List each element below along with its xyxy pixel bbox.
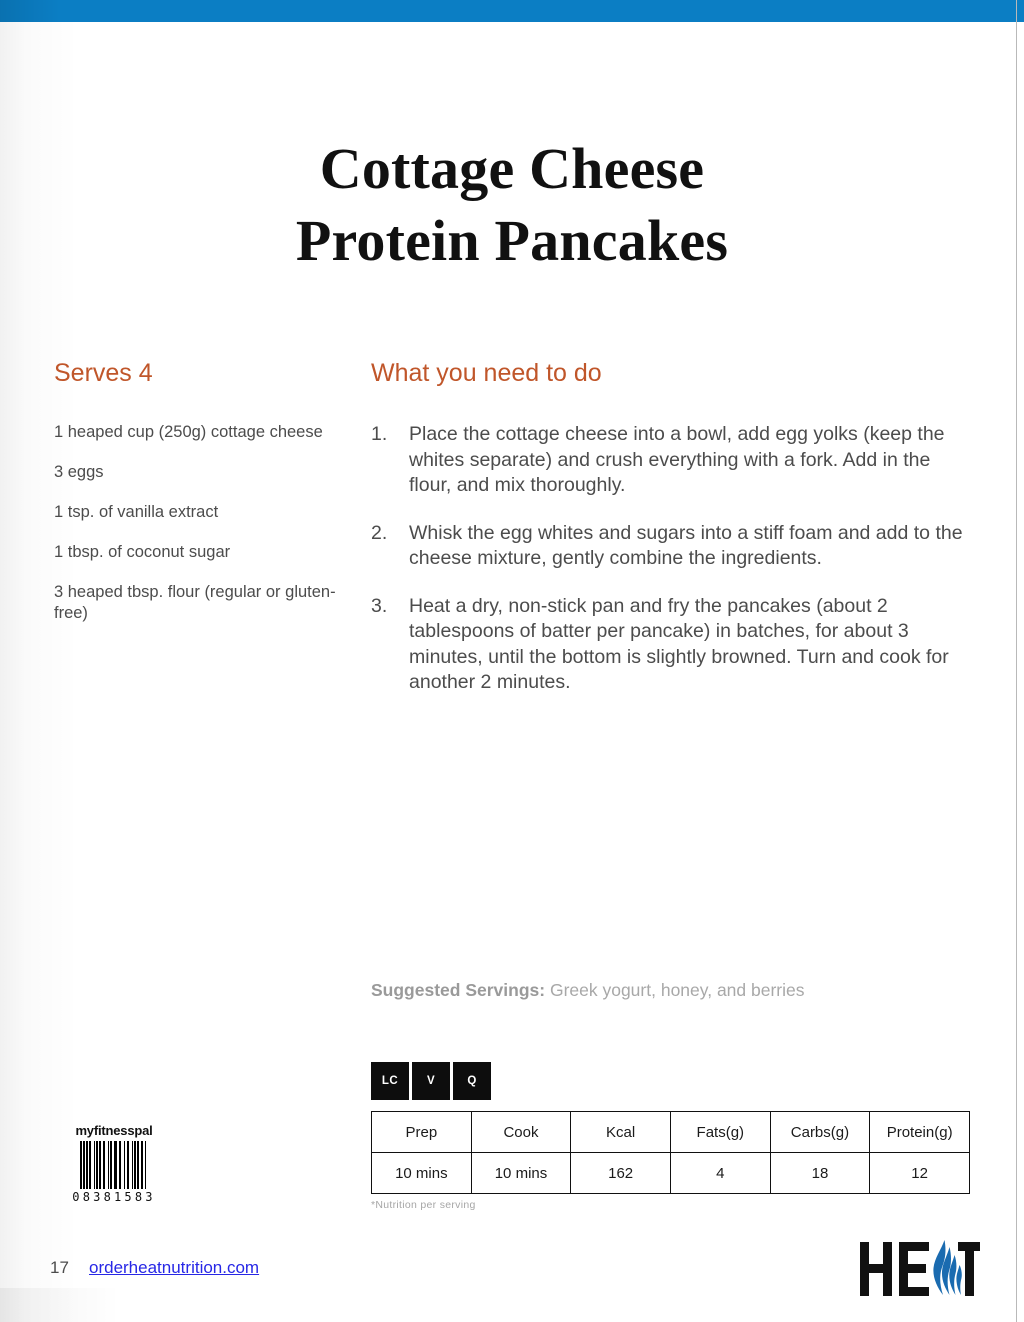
serves-heading: Serves 4: [54, 359, 153, 387]
heat-logo-svg: [858, 1238, 982, 1300]
heat-logo: [858, 1238, 982, 1300]
step-number: 3.: [371, 594, 388, 617]
step-number: 1.: [371, 423, 388, 445]
table-header-cell: Fats(g): [670, 1112, 770, 1153]
table-cell: 18: [770, 1153, 870, 1194]
step-text: Heat a dry, non-stick pan and fry the pancakes (about 2 tablespoons of batter per pancake) in batches, for about 3 minutes, until the bottom is slightly browned. Turn and cook for another 2 minutes.: [409, 594, 949, 693]
instructions-list: [371, 422, 971, 696]
page-right-border: [1016, 0, 1017, 1322]
table-row: [372, 1112, 970, 1153]
table-header-cell: Protein(g): [870, 1112, 970, 1153]
table-row: [372, 1153, 970, 1194]
instructions-column: [371, 358, 971, 718]
list-item: [371, 594, 971, 696]
table-cell: 4: [670, 1153, 770, 1194]
diet-tag-badges: [371, 1062, 491, 1100]
barcode-bars: [48, 1141, 180, 1189]
barcode-digits: 08381583: [72, 1190, 156, 1204]
suggested-servings: [371, 979, 805, 1001]
table-header-cell: Kcal: [571, 1112, 671, 1153]
table-cell: 12: [870, 1153, 970, 1194]
band-shadow: [0, 0, 60, 22]
page-title: [0, 133, 1024, 277]
table-header-cell: Prep: [372, 1112, 472, 1153]
suggested-servings-label: Suggested Servings:: [371, 980, 546, 1000]
flame-icon: [933, 1240, 961, 1295]
status-badge: LC: [371, 1062, 409, 1100]
title-line-2: Protein Pancakes: [295, 208, 729, 273]
table-cell: 10 mins: [471, 1153, 571, 1194]
step-text: Place the cottage cheese into a bowl, add egg yolks (keep the whites separate) and crush everything with a fork. Add in the flour, and mix thoroughly.: [409, 423, 945, 496]
status-badge: V: [412, 1062, 450, 1100]
status-badge: Q: [453, 1062, 491, 1100]
nutrition-table: [371, 1111, 970, 1194]
suggested-servings-value: Greek yogurt, honey, and berries: [549, 980, 805, 1000]
table-header-cell: Cook: [471, 1112, 571, 1153]
page-number: 17: [50, 1258, 69, 1277]
list-item: 3 eggs: [54, 463, 104, 481]
table-header-cell: Carbs(g): [770, 1112, 870, 1153]
list-item: [371, 422, 971, 499]
step-number: 2.: [371, 521, 388, 544]
barcode: [48, 1123, 180, 1204]
list-item: [371, 521, 971, 572]
barcode-label: myfitnesspal: [75, 1123, 153, 1138]
ingredients-column: [54, 358, 346, 643]
list-item: 1 tbsp. of coconut sugar: [54, 543, 231, 561]
list-item: 1 heaped cup (250g) cottage cheese: [54, 423, 323, 441]
table-cell: 162: [571, 1153, 671, 1194]
top-blue-band: [0, 0, 1024, 22]
nutrition-footnote: *Nutrition per serving: [371, 1199, 476, 1211]
title-line-1: Cottage Cheese: [319, 136, 705, 201]
list-item: 1 tsp. of vanilla extract: [54, 503, 219, 521]
table-cell: 10 mins: [372, 1153, 472, 1194]
instructions-heading: What you need to do: [371, 359, 602, 387]
step-text: Whisk the egg whites and sugars into a stiff foam and add to the cheese mixture, gently combine the ingredients.: [409, 521, 963, 569]
list-item: 3 heaped tbsp. flour (regular or gluten-free): [54, 583, 336, 622]
website-link[interactable]: orderheatnutrition.com: [89, 1258, 260, 1277]
ingredients-list: [54, 422, 346, 624]
